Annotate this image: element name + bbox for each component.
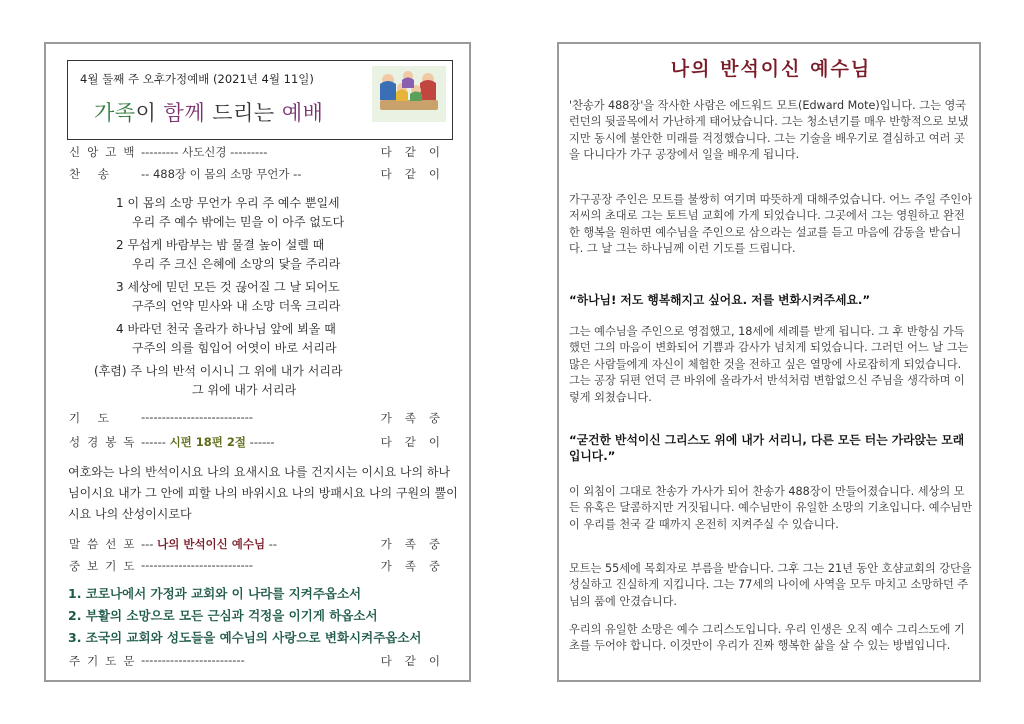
hymn-line: 3 세상에 믿던 모든 것 끊어질 그 날 되어도 <box>116 280 340 294</box>
order-label: 기 도 <box>69 411 116 425</box>
order-leader: 다같이 <box>380 435 453 449</box>
hymn-verse-1 <box>116 194 446 232</box>
order-creed <box>69 144 453 164</box>
prayer-item-2: 2. 부활의 소망으로 모든 근심과 걱정을 이기게 하옵소서 <box>68 608 378 623</box>
prayer-item-1: 1. 코로나에서 가정과 교회와 이 나라를 지켜주옵소서 <box>68 586 362 601</box>
order-content <box>141 536 381 552</box>
title-part-family: 가족 <box>94 101 136 125</box>
order-content: -- 488장 이 몸의 소망 무언가 -- <box>141 167 302 181</box>
order-label: 신앙고백 <box>69 145 142 159</box>
story-quote-1: “하나님! 저도 행복해지고 싶어요. 저를 변화시켜주세요.” <box>569 293 871 307</box>
order-lords-prayer <box>69 653 453 673</box>
order-leader: 다같이 <box>380 167 453 181</box>
story-paragraph-6: 우리의 유일한 소망은 예수 그리스도입니다. 우리 인생은 오직 예수 그리스도에 기초를 두어야 합니다. 이것만이 우리가 진짜 행복한 삶을 살 수 있는 방법입니다. <box>569 623 965 653</box>
service-title <box>94 97 323 127</box>
title-part-particle: 이 <box>135 101 164 125</box>
order-content: --------- 사도신경 --------- <box>141 145 268 159</box>
hymn-refrain <box>94 362 424 400</box>
dash-line: -- <box>268 537 278 551</box>
family-illustration <box>372 66 446 122</box>
order-label: 찬 송 <box>69 167 116 181</box>
title-part-offering: 드리는 <box>205 101 282 125</box>
story-paragraph-4: 이 외침이 그대로 찬송가 가사가 되어 찬송가 488장이 만들어졌습니다. 세상의 모든 유혹은 달콤하지만 거짓됩니다. 예수님만이 유일한 소망의 기초입니다. 예수님만이 우리를 천국 갈 때까지 온전히 지켜주실 수 있습니다. <box>569 485 973 531</box>
story-quote-2: “굳건한 반석이신 그리스도 위에 내가 서리니, 다른 모든 터는 가라앉는 모래입니다.” <box>569 433 965 464</box>
order-leader: 가족중 <box>380 537 453 551</box>
sermon-story-page <box>557 42 981 682</box>
order-leader: 다같이 <box>380 145 453 159</box>
prayer-item-3: 3. 조국의 교회와 성도들을 예수님의 사랑으로 변화시켜주옵소서 <box>68 630 422 645</box>
order-intercession <box>69 558 453 578</box>
title-part-together: 함께 <box>163 101 206 125</box>
hymn-line: 그 위에 내가 서리라 <box>192 383 297 397</box>
hymn-line: 우리 주 크신 은혜에 소망의 닻을 주리라 <box>132 257 341 271</box>
hymn-line: (후렴) 주 나의 반석 이시니 그 위에 내가 서리라 <box>94 364 343 378</box>
hymn-verse-4 <box>116 320 446 358</box>
order-sermon <box>69 536 453 556</box>
hymn-line: 구주의 의를 힘입어 어엿이 바로 서리라 <box>132 341 337 355</box>
order-leader: 가족중 <box>380 559 453 573</box>
worship-order-page <box>44 42 471 682</box>
scripture-reference: 시편 18편 2절 <box>169 435 247 449</box>
order-scripture <box>69 434 453 454</box>
hymn-line: 4 바라던 천국 올라가 하나님 앞에 뵈올 때 <box>116 322 336 336</box>
order-content <box>141 434 381 450</box>
hymn-line: 우리 주 예수 밖에는 믿을 이 아주 없도다 <box>132 215 345 229</box>
story-paragraph-5: 모트는 55세에 목회자로 부름을 받습니다. 그후 그는 21년 동안 호샴교회의 강단을 성실하고 진실하게 지킵니다. 그는 77세의 나이에 사역을 모두 마치고 소망하던 주님의 품에 안겼습니다. <box>569 562 972 608</box>
header-box <box>67 60 453 140</box>
order-label: 성경봉독 <box>69 435 142 449</box>
story-paragraph-2: 가구공장 주인은 모트를 불쌍히 여기며 따뜻하게 대해주었습니다. 어느 주일 주인아저씨의 초대로 그는 토트넘 교회에 가게 되었습니다. 그곳에서 그는 영원하고 완전한 행복을 원하면 예수님을 주인으로 삼으라는 설교를 듣고 마음에 감동을 받습니다. 그 날 그는 하나님께 이런 기도를 드립니다. <box>569 193 973 256</box>
dash-line: ------ <box>141 435 166 449</box>
hymn-line: 1 이 몸의 소망 무언가 우리 주 예수 뿐일세 <box>116 196 340 210</box>
title-part-worship: 예배 <box>281 101 324 125</box>
story-paragraph-3: 그는 예수님을 주인으로 영접했고, 18세에 세례를 받게 됩니다. 그 후 반항심 가득했던 그의 마음이 변화되어 기쁨과 감사가 넘치게 되었습니다. 그러던 어느 날 그는 많은 사람들에게 자신이 체험한 것을 전하고 싶은 열망에 사로잡히게 되었습니다. 그는 공장 뒤편 언덕 큰 바위에 올라가서 반석처럼 변함없으신 주님을 생각하며 이렇게 외쳤습니다. <box>569 325 969 404</box>
order-leader: 다같이 <box>380 654 453 668</box>
order-content: ------------------------- <box>141 653 245 667</box>
order-label: 중보기도 <box>69 559 142 573</box>
hymn-line: 구주의 언약 믿사와 내 소망 더욱 크리라 <box>132 299 341 313</box>
story-paragraph-1: '찬송가 488장'을 작사한 사람은 에드워드 모트(Edward Mote)입니다. 그는 영국 런던의 뒷골목에서 가난하게 태어났습니다. 그는 청소년기를 매우 반항적으로 보냈지만 동시에 불안한 미래를 걱정했습니다. 그는 기술을 배우기로 결심하고 여러 곳을 다니다가 가구 공장에서 일을 배우게 됩니다. <box>569 99 969 162</box>
scripture-text: 여호와는 나의 반석이시요 나의 요새시요 나를 건지시는 이시요 나의 하나님이시요 내가 그 안에 피할 나의 바위시요 나의 방패시요 나의 구원의 뿔이시요 나의 산성이시로다 <box>68 465 458 521</box>
hymn-line: 2 무섭게 바람부는 밤 물결 높이 설렐 때 <box>116 238 325 252</box>
order-label: 주기도문 <box>69 654 142 668</box>
sermon-title: 나의 반석이신 예수님 <box>157 537 266 551</box>
hymn-verse-2 <box>116 236 446 274</box>
story-title: 나의 반석이신 예수님 <box>670 58 872 80</box>
order-hymn <box>69 166 453 186</box>
service-date: 4월 둘째 주 오후가정예배 (2021년 4월 11일) <box>80 72 314 86</box>
dash-line: ------ <box>249 435 275 449</box>
order-label: 말씀선포 <box>69 537 142 551</box>
order-content: --------------------------- <box>141 558 254 572</box>
dash-line: --- <box>141 537 154 551</box>
order-prayer <box>69 410 453 430</box>
order-content: --------------------------- <box>141 410 254 424</box>
order-leader: 가족중 <box>380 411 453 425</box>
hymn-verse-3 <box>116 278 446 316</box>
